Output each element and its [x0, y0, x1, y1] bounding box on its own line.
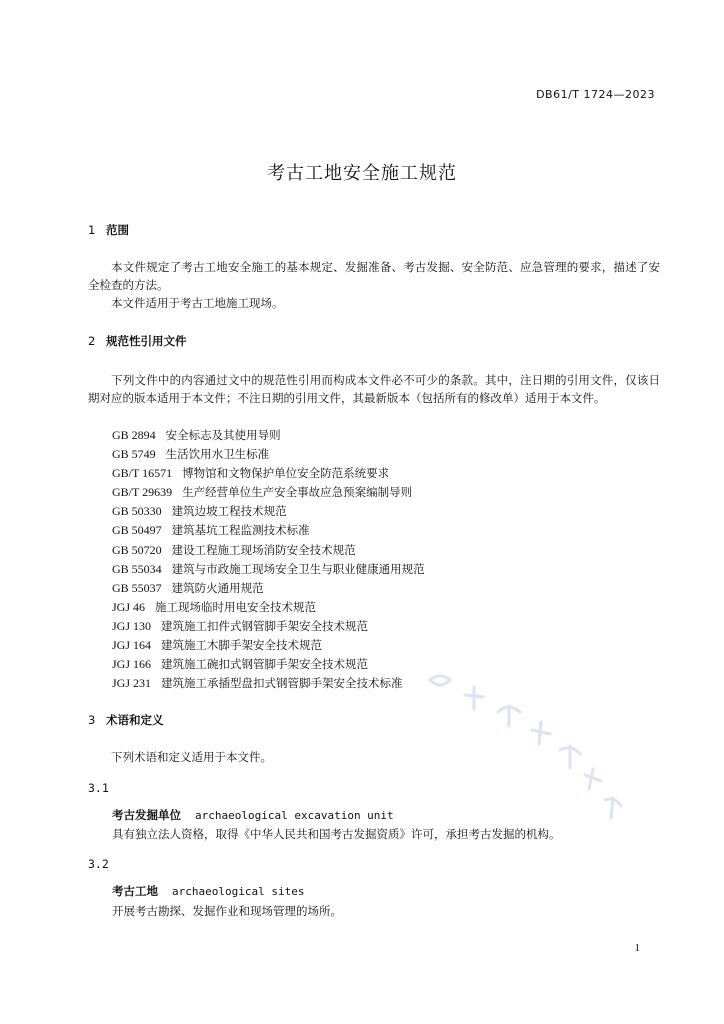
- section-number: 2: [88, 334, 96, 348]
- clause-number: 3.2: [88, 857, 109, 871]
- reference-item: GB 55034 建筑与市政施工现场安全卫生与职业健康通用规范: [112, 561, 425, 576]
- reference-item: JGJ 130 建筑施工扣件式钢管脚手架安全技术规范: [112, 618, 369, 633]
- reference-item: GB/T 29639 生产经营单位生产安全事故应急预案编制导则: [112, 485, 413, 500]
- term-definition: 具有独立法人资格，取得《中华人民共和国考古发掘资质》许可，承担考古发掘的机构。: [112, 827, 561, 841]
- section-3-heading: [88, 712, 164, 728]
- term-entry: [112, 807, 394, 823]
- reference-item: JGJ 46 施工现场临时用电安全技术规范: [112, 599, 317, 614]
- term-english: archaeological excavation unit: [195, 809, 394, 822]
- term-definition: 开展考古勘探、发掘作业和现场管理的场所。: [112, 904, 342, 918]
- section-title: 术语和定义: [106, 713, 164, 727]
- section-2-heading: [88, 333, 187, 349]
- section-number: 1: [88, 223, 96, 237]
- section-1-paragraph-1: 本文件规定了考古工地安全施工的基本规定、发掘准备、考古发掘、安全防范、应急管理的要求，描述了安全检查的方法。: [88, 260, 660, 292]
- reference-item: GB/T 16571 博物馆和文物保护单位安全防范系统要求: [112, 466, 390, 481]
- normative-reference-list: [112, 426, 425, 693]
- reference-item: JGJ 166 建筑施工碗扣式钢管脚手架安全技术规范: [112, 657, 369, 672]
- reference-item: GB 55037 建筑防火通用规范: [112, 580, 264, 595]
- term-chinese: 考古发掘单位: [112, 808, 181, 822]
- section-3-intro: 下列术语和定义适用于本文件。: [111, 750, 272, 764]
- reference-item: GB 50330 建筑边坡工程技术规范: [112, 504, 287, 519]
- term-chinese: 考古工地: [112, 884, 158, 898]
- term-english: archaeological sites: [172, 885, 305, 898]
- reference-item: GB 50720 建设工程施工现场消防安全技术规范: [112, 542, 356, 557]
- reference-item: GB 5749 生活饮用水卫生标准: [112, 447, 270, 462]
- clause-number: 3.1: [88, 781, 109, 795]
- section-1-paragraph-2: 本文件适用于考古工地施工现场。: [111, 296, 284, 310]
- document-title: 考古工地安全施工规范: [267, 163, 457, 184]
- watermark-seal: [420, 650, 660, 890]
- term-entry: [112, 883, 304, 899]
- reference-item: GB 2894 安全标志及其使用导则: [112, 428, 281, 442]
- reference-item: JGJ 164 建筑施工木脚手架安全技术规范: [112, 638, 323, 653]
- page-number: 1: [634, 942, 640, 954]
- section-number: 3: [88, 713, 96, 727]
- reference-item: GB 50497 建筑基坑工程监测技术标准: [112, 523, 310, 538]
- standard-code: DB61/T 1724—2023: [536, 88, 655, 101]
- section-2-intro: 下列文件中的内容通过文中的规范性引用而构成本文件必不可少的条款。其中，注日期的引用文件，仅该日期对应的版本适用于本文件；不注日期的引用文件，其最新版本（包括所有的修改单）适用于本文件。: [88, 373, 660, 405]
- section-1-heading: [88, 222, 129, 238]
- section-title: 规范性引用文件: [106, 334, 187, 348]
- reference-item: JGJ 231 建筑施工承插型盘扣式钢管脚手架安全技术标准: [112, 676, 403, 691]
- section-title: 范围: [106, 223, 129, 237]
